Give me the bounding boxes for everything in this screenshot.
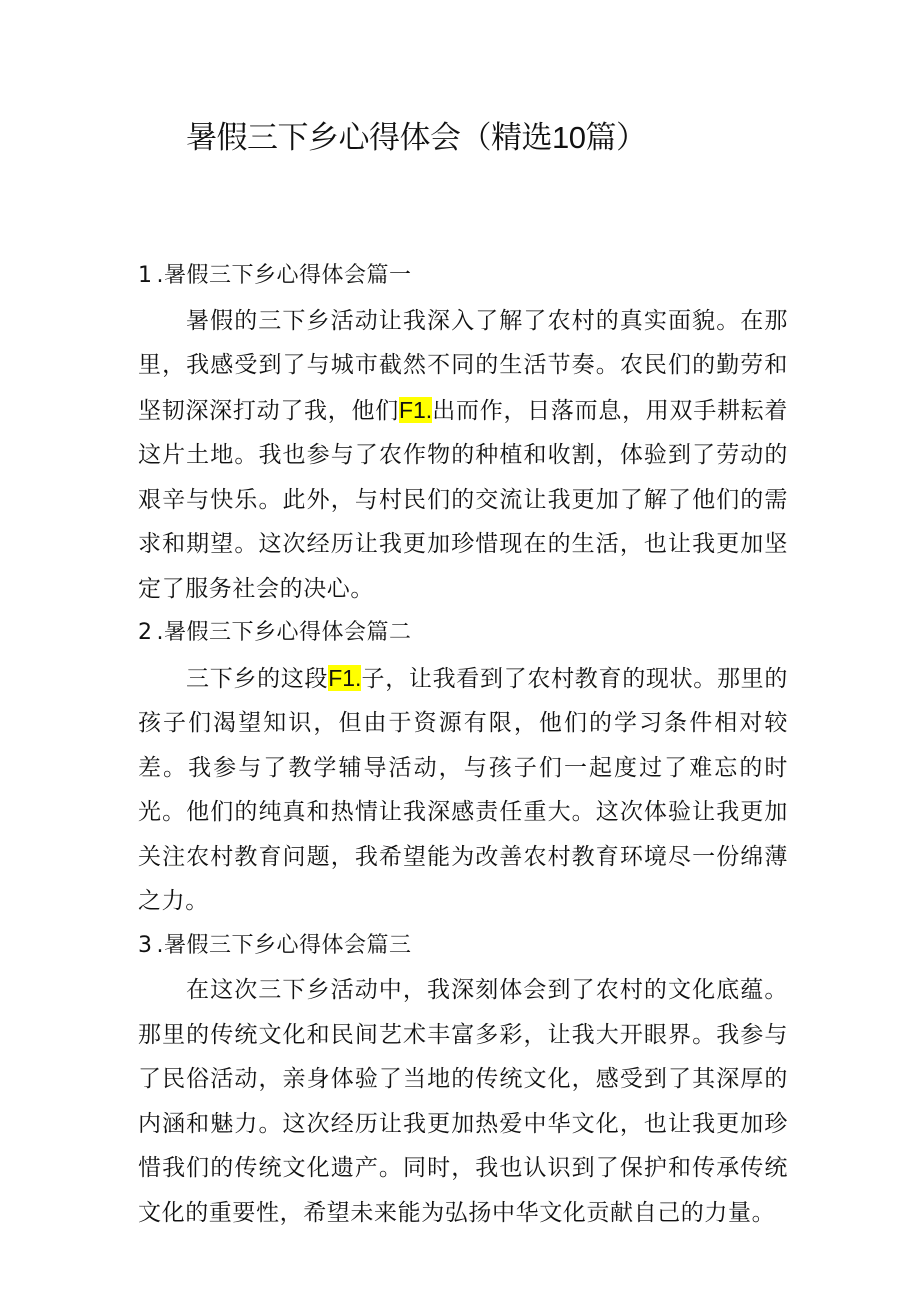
highlighted-text: F1.: [328, 664, 362, 691]
section-number: 1: [138, 263, 153, 288]
paragraph-text: 三下乡的这段: [186, 665, 329, 692]
section-number: 3: [138, 932, 153, 958]
section-heading-text: .暑假三下乡心得体会篇三: [156, 932, 412, 958]
section-2: [138, 611, 788, 924]
section-number: 2: [138, 620, 153, 645]
document-body: [138, 254, 788, 1235]
section-heading: [138, 924, 788, 969]
document-title: 暑假三下乡心得体会（精选10篇）: [186, 120, 647, 155]
highlighted-text: F1.: [398, 396, 433, 423]
section-heading: [138, 611, 788, 656]
section-paragraph: [138, 656, 788, 924]
section-paragraph: [138, 968, 788, 1235]
section-heading: [138, 254, 788, 299]
section-3: [138, 924, 788, 1236]
paragraph-text: 暑假的三下乡活动让我深入了解了农村的真实面貌。在那里，我感受到了与城市截然不同的生活节奏。农民们的勤劳和坚韧深深打动了我，他们: [138, 307, 788, 424]
section-paragraph: [138, 299, 788, 612]
paragraph-text: 出而作，日落而息，用双手耕耘着这片土地。我也参与了农作物的种植和收割，体验到了劳动的艰辛与快乐。此外，与村民们的交流让我更加了解了他们的需求和期望。这次经历让我更加珍惜现在的生活，也让我更加坚定了服务社会的决心。: [138, 397, 788, 602]
section-heading-text: .暑假三下乡心得体会篇一: [156, 263, 412, 288]
paragraph-text: 子，让我看到了农村教育的现状。那里的孩子们渴望知识，但由于资源有限，他们的学习条件相对较差。我参与了教学辅导活动，与孩子们一起度过了难忘的时光。他们的纯真和热情让我深感责任重大。这次体验让我更加关注农村教育问题，我希望能为改善农村教育环境尽一份绵薄之力。: [138, 665, 788, 914]
paragraph-text: 在这次三下乡活动中，我深刻体会到了农村的文化底蕴。那里的传统文化和民间艺术丰富多彩，让我大开眼界。我参与了民俗活动，亲身体验了当地的传统文化，感受到了其深厚的内涵和魅力。这次经历让我更加热爱中华文化，也让我更加珍惜我们的传统文化遗产。同时，我也认识到了保护和传承传统文化的重要性，希望未来能为弘扬中华文化贡献自己的力量。: [138, 977, 788, 1226]
section-1: [138, 254, 788, 611]
section-heading-text: .暑假三下乡心得体会篇二: [156, 620, 412, 645]
